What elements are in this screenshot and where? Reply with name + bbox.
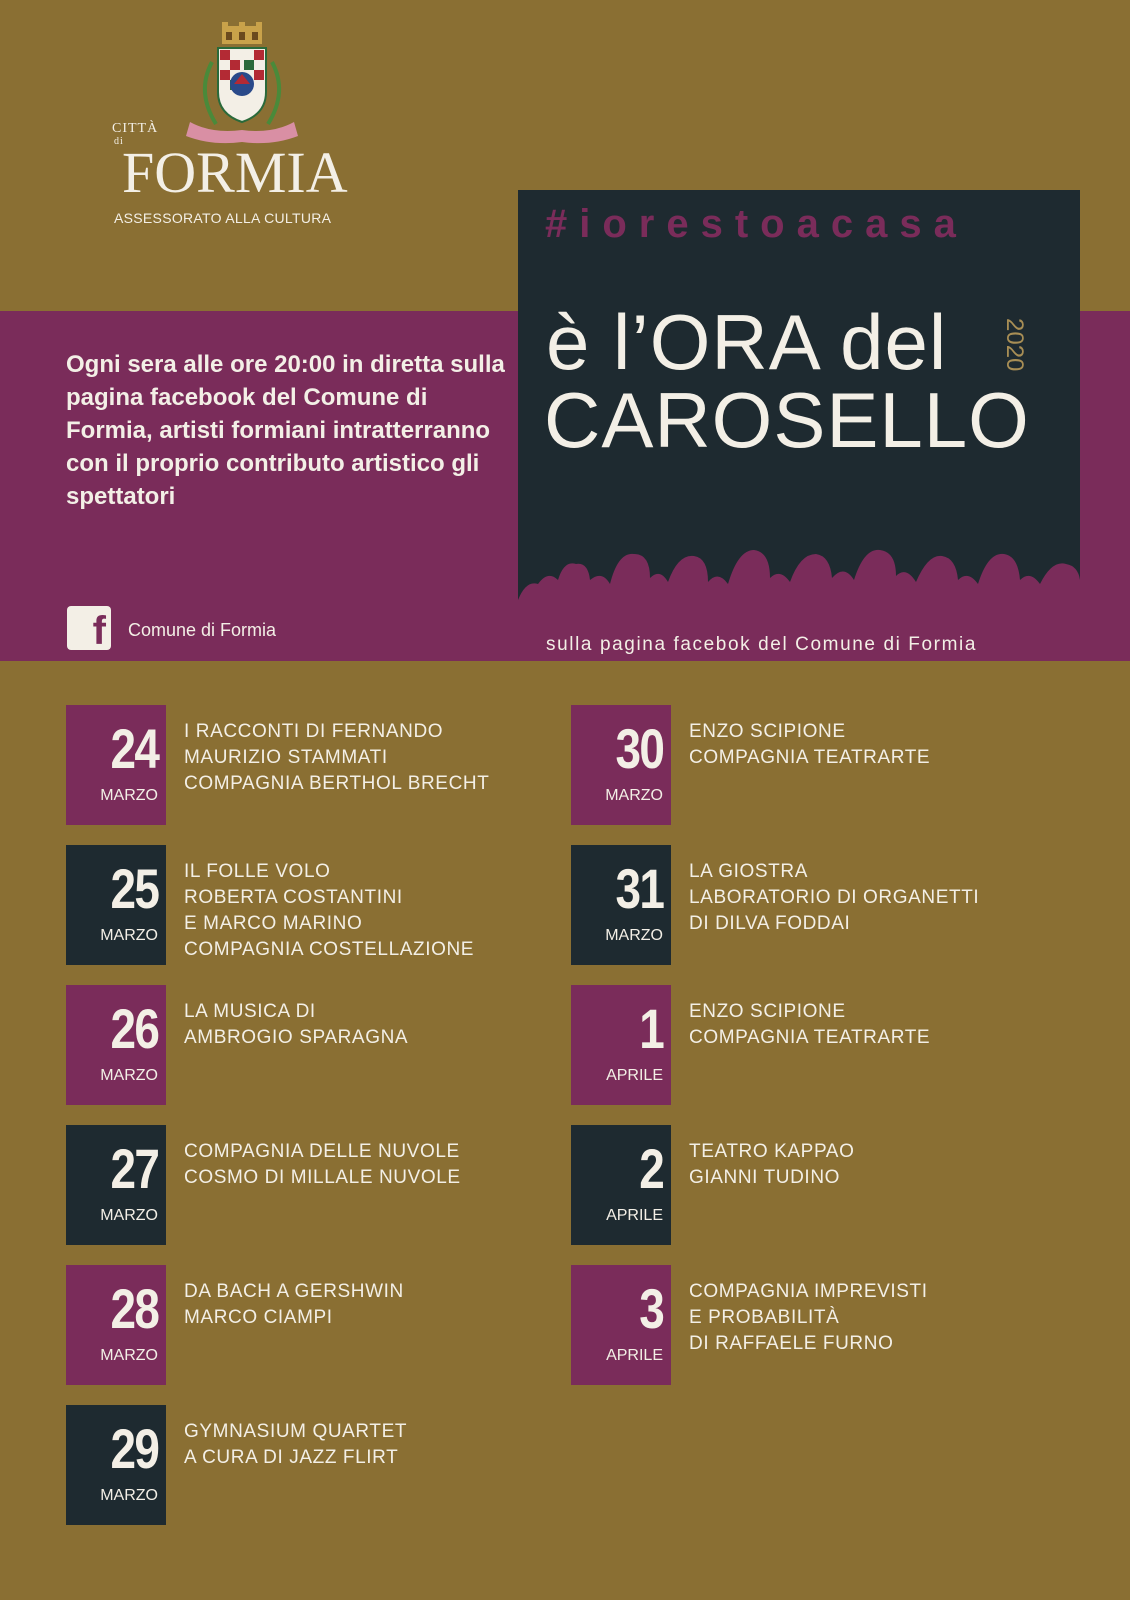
date-badge bbox=[571, 985, 671, 1105]
date-badge bbox=[66, 705, 166, 825]
department-label: ASSESSORATO ALLA CULTURA bbox=[114, 210, 332, 226]
event-month: MARZO bbox=[100, 1067, 158, 1084]
facebook-icon[interactable]: f bbox=[67, 606, 111, 650]
event-description: ENZO SCIPIONE COMPAGNIA TEATRARTE bbox=[689, 1001, 931, 1048]
date-badge bbox=[571, 705, 671, 825]
event-description: TEATRO KAPPAO GIANNI TUDINO bbox=[689, 1141, 855, 1188]
event-description: LA MUSICA DI AMBROGIO SPARAGNA bbox=[184, 1001, 409, 1048]
date-badge bbox=[66, 1265, 166, 1385]
event-day: 1 bbox=[639, 997, 663, 1060]
event-month: APRILE bbox=[606, 1067, 663, 1084]
event-description: DA BACH A GERSHWIN MARCO CIAMPI bbox=[184, 1281, 404, 1328]
event-day: 27 bbox=[110, 1137, 158, 1200]
tagline: sulla pagina facebok del Comune di Formia bbox=[546, 634, 978, 655]
title-line-1: è l’ORA del bbox=[546, 298, 948, 386]
date-badge bbox=[66, 1125, 166, 1245]
event-month: MARZO bbox=[100, 787, 158, 804]
event-day: 30 bbox=[615, 717, 663, 780]
date-badge bbox=[66, 985, 166, 1105]
audience-silhouette-icon bbox=[518, 540, 1080, 632]
title-line-2: CAROSELLO bbox=[544, 376, 1030, 464]
event-description: IL FOLLE VOLO ROBERTA COSTANTINI E MARCO MARINO COMPAGNIA COSTELLAZIONE bbox=[184, 861, 475, 960]
event-description: I RACCONTI DI FERNANDO MAURIZIO STAMMATI COMPAGNIA BERTHOL BRECHT bbox=[184, 721, 490, 794]
event-day: 29 bbox=[110, 1417, 158, 1480]
date-badge bbox=[571, 1265, 671, 1385]
event-month: MARZO bbox=[100, 1347, 158, 1364]
event-day: 28 bbox=[110, 1277, 158, 1340]
event-month: MARZO bbox=[100, 927, 158, 944]
event-description: COMPAGNIA DELLE NUVOLE COSMO DI MILLALE NUVOLE bbox=[184, 1141, 461, 1188]
event-description: GYMNASIUM QUARTET A CURA DI JAZZ FLIRT bbox=[184, 1421, 408, 1468]
event-day: 25 bbox=[110, 857, 158, 920]
event-description: COMPAGNIA IMPREVISTI E PROBABILITÀ DI RAFFAELE FURNO bbox=[689, 1281, 928, 1354]
event-month: APRILE bbox=[606, 1347, 663, 1364]
event-day: 2 bbox=[639, 1137, 663, 1200]
year-label: 2020 bbox=[1001, 318, 1028, 372]
date-badge bbox=[571, 1125, 671, 1245]
date-badge bbox=[571, 845, 671, 965]
hashtag: #iorestoacasa bbox=[545, 202, 968, 246]
citta-label: CITTÀ di bbox=[112, 121, 159, 147]
intro-text: Ogni sera alle ore 20:00 in diretta sulla pagina facebook del Comune di Formia, artisti formiani intratterranno con il proprio contributo artistico gli spettatori bbox=[66, 351, 505, 510]
event-day: 24 bbox=[110, 717, 158, 780]
date-badge bbox=[66, 1405, 166, 1525]
event-day: 31 bbox=[615, 857, 663, 920]
event-month: MARZO bbox=[605, 787, 663, 804]
event-day: 3 bbox=[639, 1277, 663, 1340]
facebook-page-label[interactable]: Comune di Formia bbox=[128, 620, 277, 640]
event-month: APRILE bbox=[606, 1207, 663, 1224]
event-description: LA GIOSTRA LABORATORIO DI ORGANETTI DI DILVA FODDAI bbox=[689, 861, 980, 934]
city-name: FORMIA bbox=[122, 140, 348, 205]
event-month: MARZO bbox=[605, 927, 663, 944]
coat-of-arms-icon bbox=[182, 22, 302, 147]
title-panel bbox=[518, 190, 1080, 632]
event-month: MARZO bbox=[100, 1207, 158, 1224]
city-logo bbox=[110, 22, 370, 232]
event-day: 26 bbox=[110, 997, 158, 1060]
event-month: MARZO bbox=[100, 1487, 158, 1504]
event-description: ENZO SCIPIONE COMPAGNIA TEATRARTE bbox=[689, 721, 931, 768]
date-badge bbox=[66, 845, 166, 965]
